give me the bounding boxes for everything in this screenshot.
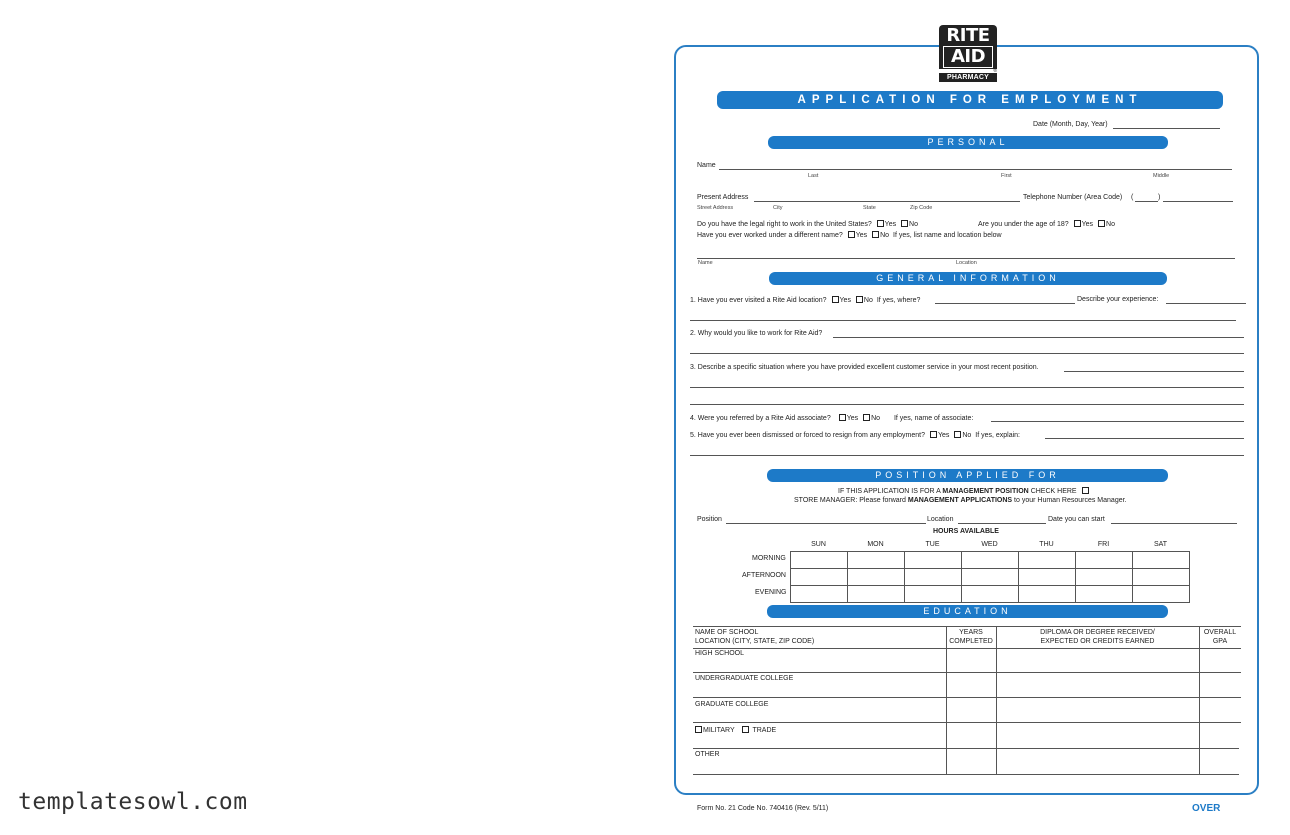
hours-cell[interactable] xyxy=(848,586,905,603)
q3-field[interactable] xyxy=(1064,371,1244,372)
edu-row-undergrad: UNDERGRADUATE COLLEGE xyxy=(695,675,794,682)
edu-row-graduate: GRADUATE COLLEGE xyxy=(695,701,769,708)
hours-row-afternoon xyxy=(791,569,1190,586)
q1-no-checkbox[interactable] xyxy=(856,296,863,303)
middle-sub: Middle xyxy=(1153,173,1170,179)
diffname-location-sub: Location xyxy=(956,260,977,266)
hours-cell[interactable] xyxy=(1019,586,1076,603)
date-label: Date (Month, Day, Year) xyxy=(1033,121,1108,128)
phone-paren-open: ( xyxy=(1131,194,1134,201)
name-label: Name xyxy=(697,162,716,169)
hours-cell[interactable] xyxy=(848,569,905,586)
phone-label: Telephone Number (Area Code) xyxy=(1023,194,1123,201)
period-afternoon: AFTERNOON xyxy=(742,572,786,579)
state-sub: State xyxy=(863,205,876,211)
day-tue: TUE xyxy=(925,541,940,548)
hours-cell[interactable] xyxy=(791,586,848,603)
hours-cell[interactable] xyxy=(791,552,848,569)
position-header: POSITION APPLIED FOR xyxy=(767,469,1168,482)
edu-bottom-line xyxy=(693,774,1239,775)
q4-text: 4. Were you referred by a Rite Aid associate? Yes No If yes, name of associate: xyxy=(690,415,974,422)
period-morning: MORNING xyxy=(752,555,786,562)
hours-cell[interactable] xyxy=(848,552,905,569)
q5-explain-field[interactable] xyxy=(1045,438,1244,439)
hours-cell[interactable] xyxy=(1133,569,1190,586)
form-number: Form No. 21 Code No. 740416 (Rev. 5/11) xyxy=(697,805,829,812)
hours-row-evening xyxy=(791,586,1190,603)
edu-header-line xyxy=(693,648,1241,649)
hours-cell[interactable] xyxy=(962,586,1019,603)
diffname-name-sub: Name xyxy=(698,260,713,266)
edu-row-line xyxy=(693,722,1241,723)
name-field[interactable] xyxy=(719,169,1232,170)
hours-cell[interactable] xyxy=(905,552,962,569)
q1-where-field[interactable] xyxy=(935,303,1075,304)
q1-text: 1. Have you ever visited a Rite Aid location? Yes No If yes, where? xyxy=(690,297,921,304)
edu-row-line xyxy=(693,748,1239,749)
hours-cell[interactable] xyxy=(1133,586,1190,603)
mgmt-checkbox[interactable] xyxy=(1082,487,1089,494)
q4-yes-checkbox[interactable] xyxy=(839,414,846,421)
q2-line-2[interactable] xyxy=(690,353,1244,354)
hours-cell[interactable] xyxy=(1133,552,1190,569)
q3-line-2[interactable] xyxy=(690,387,1244,388)
day-sat: SAT xyxy=(1153,541,1168,548)
start-field[interactable] xyxy=(1111,523,1237,524)
zip-sub: Zip Code xyxy=(910,205,933,211)
q2-text: 2. Why would you like to work for Rite Aid? xyxy=(690,330,823,337)
title-bar xyxy=(717,91,1223,109)
store-manager-line: STORE MANAGER: Please forward MANAGEMENT APPLICATIONS to your Human Resources Manager. xyxy=(794,497,1127,504)
city-sub: City xyxy=(773,205,783,211)
period-evening: EVENING xyxy=(755,589,787,596)
q4-name-field[interactable] xyxy=(991,421,1244,422)
q5-line-2[interactable] xyxy=(690,455,1244,456)
age-question: Are you under the age of 18? Yes No xyxy=(978,221,1115,228)
street-sub: Street Address xyxy=(697,205,734,211)
first-sub: First xyxy=(1001,173,1012,179)
watermark: templatesowl.com xyxy=(18,789,248,815)
last-sub: Last xyxy=(808,173,819,179)
edu-col2-header: YEARS COMPLETED xyxy=(949,629,993,645)
logo-reg: ® xyxy=(993,68,997,74)
address-label: Present Address xyxy=(697,194,749,201)
general-header: GENERAL INFORMATION xyxy=(769,272,1167,285)
phone-paren-close: ) xyxy=(1158,194,1161,201)
edu-col4-header: OVERALL GPA xyxy=(1203,629,1237,645)
edu-row-line xyxy=(693,697,1241,698)
area-code-field[interactable] xyxy=(1135,201,1158,202)
diffname-field[interactable] xyxy=(697,258,1235,259)
hours-cell[interactable] xyxy=(962,552,1019,569)
location-field[interactable] xyxy=(958,523,1046,524)
day-mon: MON xyxy=(867,541,884,548)
military-checkbox[interactable] xyxy=(695,726,702,733)
q5-text: 5. Have you ever been dismissed or forced to resign from any employment? Yes No If yes, explain: xyxy=(690,432,1020,439)
q5-no-checkbox[interactable] xyxy=(954,431,961,438)
edu-row-other: OTHER xyxy=(695,751,720,758)
logo-aid: AID xyxy=(943,46,993,68)
q1-describe-label: Describe your experience: xyxy=(1077,296,1159,303)
q1-describe-field[interactable] xyxy=(1166,303,1246,304)
trade-checkbox[interactable] xyxy=(742,726,749,733)
day-sun: SUN xyxy=(811,541,826,548)
hours-cell[interactable] xyxy=(962,569,1019,586)
hours-grid xyxy=(790,551,1190,603)
hours-cell[interactable] xyxy=(1076,586,1133,603)
education-header: EDUCATION xyxy=(767,605,1168,618)
edu-row-military-trade: MILITARY TRADE xyxy=(692,726,776,734)
diffname-yes-checkbox[interactable] xyxy=(848,231,855,238)
legal-question: Do you have the legal right to work in the United States? Yes No xyxy=(697,221,918,228)
hours-row-morning xyxy=(791,552,1190,569)
q4-no-checkbox[interactable] xyxy=(863,414,870,421)
hours-cell[interactable] xyxy=(905,569,962,586)
hours-cell[interactable] xyxy=(791,569,848,586)
date-field[interactable] xyxy=(1113,128,1220,129)
age-yes-checkbox[interactable] xyxy=(1074,220,1081,227)
age-no-checkbox[interactable] xyxy=(1098,220,1105,227)
phone-field[interactable] xyxy=(1163,201,1233,202)
q3-text: 3. Describe a specific situation where you have provided excellent customer service in your most recent position. xyxy=(690,364,1039,371)
logo-rite: RITE xyxy=(939,25,997,46)
q3-line-3[interactable] xyxy=(690,404,1244,405)
personal-header: PERSONAL xyxy=(768,136,1168,149)
edu-col3-header: DIPLOMA OR DEGREE RECEIVED/ EXPECTED OR CREDITS EARNED xyxy=(1040,629,1155,645)
q2-field[interactable] xyxy=(833,337,1244,338)
diffname-question: Have you ever worked under a different name? Yes No If yes, list name and location below xyxy=(697,232,1002,239)
page-title: APPLICATION FOR EMPLOYMENT xyxy=(797,94,1143,106)
hours-cell[interactable] xyxy=(1076,569,1133,586)
diffname-no-checkbox[interactable] xyxy=(872,231,879,238)
location-label: Location xyxy=(927,516,954,523)
legal-no-checkbox[interactable] xyxy=(901,220,908,227)
day-wed: WED xyxy=(981,541,998,548)
mgmt-line: IF THIS APPLICATION IS FOR A MANAGEMENT POSITION CHECK HERE xyxy=(838,487,1090,495)
q1-line-2[interactable] xyxy=(690,320,1236,321)
day-thu: THU xyxy=(1039,541,1054,548)
hours-cell[interactable] xyxy=(1019,569,1076,586)
q5-yes-checkbox[interactable] xyxy=(930,431,937,438)
hours-cell[interactable] xyxy=(905,586,962,603)
over-label: OVER xyxy=(1192,803,1221,814)
position-label: Position xyxy=(697,516,722,523)
hours-header: HOURS AVAILABLE xyxy=(933,528,999,535)
edu-col1-header: NAME OF SCHOOL LOCATION (CITY, STATE, ZIP CODE) xyxy=(695,629,815,645)
hours-cell[interactable] xyxy=(1076,552,1133,569)
start-label: Date you can start xyxy=(1048,516,1105,523)
q1-yes-checkbox[interactable] xyxy=(832,296,839,303)
edu-row-high-school: HIGH SCHOOL xyxy=(695,650,745,657)
position-field[interactable] xyxy=(726,523,926,524)
logo-pharmacy: PHARMACY xyxy=(939,73,997,82)
day-fri: FRI xyxy=(1097,541,1110,548)
edu-row-line xyxy=(693,672,1241,673)
address-field[interactable] xyxy=(754,201,1020,202)
rite-aid-logo xyxy=(939,25,997,82)
hours-cell[interactable] xyxy=(1019,552,1076,569)
legal-yes-checkbox[interactable] xyxy=(877,220,884,227)
